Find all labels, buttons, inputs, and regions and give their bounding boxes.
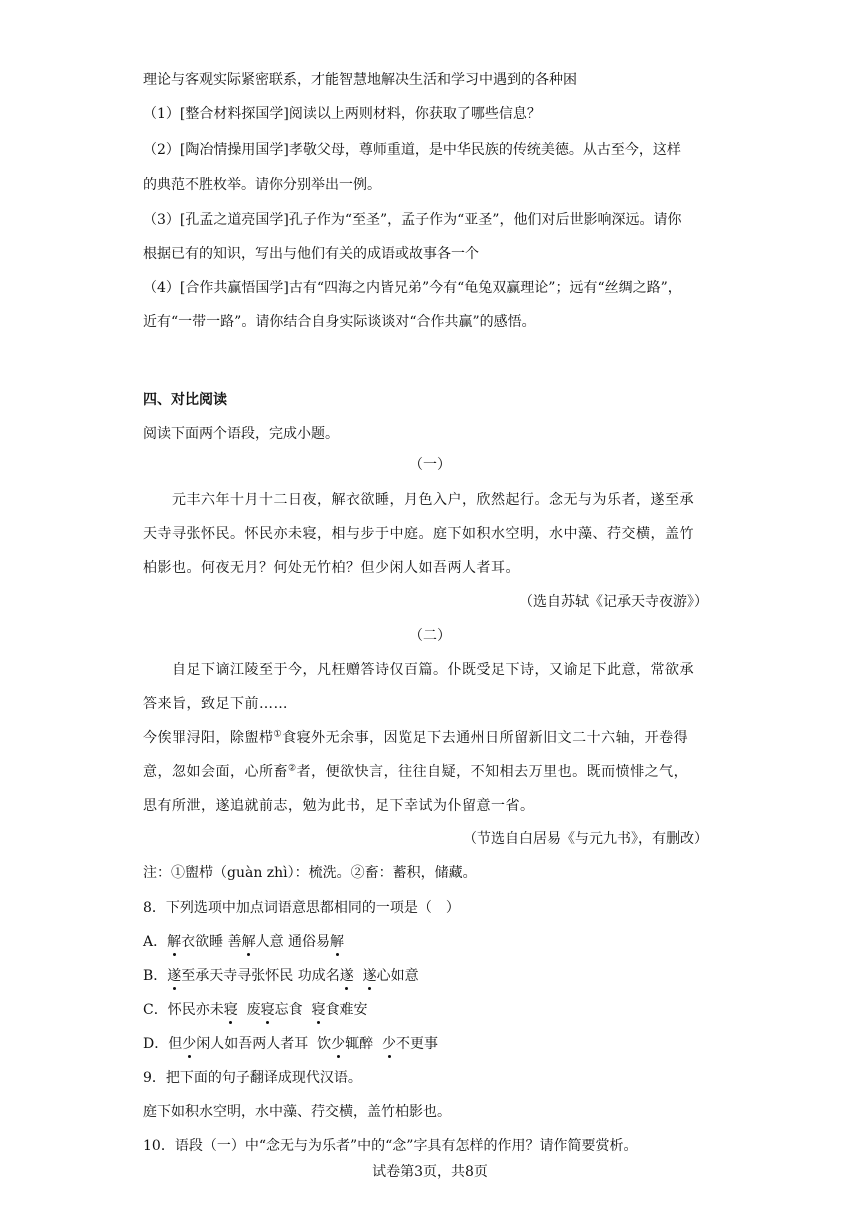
q3-item-4-line1: （4）[合作共赢悟国学]古有“四海之内皆兄弟”今有“龟兔双赢理论”；远有“丝绸之路”，	[143, 280, 682, 296]
option-text	[354, 968, 363, 984]
dotted-word: 解	[167, 934, 182, 950]
passage2-line4-part-a: 意，忽如会面，心所畜	[143, 764, 288, 780]
passage2-line	[143, 762, 688, 782]
dotted-word: 解	[330, 934, 345, 950]
q8-option-a[interactable]	[143, 932, 344, 952]
q3-item-2-line1: （2）[陶冶情操用国学]孝敬父母，尊师重道，是中华民族的传统美德。从古至今，这样	[143, 142, 681, 158]
q3-item-4-line2: 近有“一带一路”。请你结合自身实际谈谈对“合作共赢”的感悟。	[143, 314, 536, 330]
passage2-line	[143, 728, 688, 748]
option-text: 闲人如吾两人者耳 饮	[196, 1036, 332, 1052]
passage1-line: 柏影也。何夜无月？何处无竹柏？但少闲人如吾两人者耳。	[143, 560, 520, 576]
dotted-word: 寝	[260, 1002, 275, 1018]
dotted-word: 少	[382, 1036, 397, 1052]
dotted-word: 寝	[311, 1002, 326, 1018]
q3-item-2-line2: 的典范不胜枚举。请你分别举出一例。	[143, 177, 381, 193]
section-instruction: 阅读下面两个语段，完成小题。	[143, 426, 339, 442]
q3-item-3-line1: （3）[孔孟之道亮国学]孔子作为“至圣”，孟子作为“亚圣”，他们对后世影响深远。请你	[143, 212, 682, 228]
option-text: 不更事	[396, 1036, 439, 1052]
footnote-marker-2: ②	[288, 763, 297, 774]
passage2-heading: （二）	[409, 628, 451, 644]
q10-stem: 10．语段（一）中“念无与为乐者”中的“念”字具有怎样的作用？请作简要赏析。	[143, 1138, 638, 1154]
passage2-source: （节选自白居易《与元九书》，有删改）	[463, 831, 708, 847]
passage1-line: 天寺寻张怀民。怀民亦未寝，相与步于中庭。庭下如积水空明，水中藻、荇交横，盖竹	[143, 526, 694, 542]
q3-item-1: （1）[整合材料探国学]阅读以上两则材料，你获取了哪些信息？	[143, 106, 541, 122]
passage2-line: 答来旨，致足下前……	[143, 696, 288, 712]
option-label: D．但	[143, 1036, 183, 1052]
passage2-line4-part-b: 者，便欲快言，往往自疑，不知相去万里也。既而愤悱之气，	[296, 764, 689, 780]
dotted-word: 少	[182, 1036, 197, 1052]
option-label: C．怀民亦未	[143, 1002, 224, 1018]
q8-option-b[interactable]	[143, 966, 419, 986]
passage2-line: 自足下谪江陵至于今，凡枉赠答诗仅百篇。仆既受足下诗，又谕足下此意，常欲承	[172, 662, 694, 678]
q8-option-c[interactable]	[143, 1000, 368, 1020]
passage2-line3-part-b: 食寝外无余事，因览足下去通州日所留新旧文二十六轴，开卷得	[282, 730, 689, 746]
q8-stem: 8．下列选项中加点词语意思都相同的一项是（ ）	[143, 900, 460, 916]
dotted-word: 遂	[362, 968, 377, 984]
page-footer: 试卷第3页，共8页	[372, 1164, 488, 1180]
option-text: 废	[237, 1002, 261, 1018]
q8-option-d[interactable]	[143, 1034, 438, 1054]
option-text: 忘食	[274, 1002, 312, 1018]
option-text: 衣欲睡 善	[181, 934, 242, 950]
passage1-source: （选自苏轼《记承天寺夜游》）	[519, 594, 708, 610]
dotted-word: 解	[241, 934, 256, 950]
option-label: B．	[143, 968, 168, 984]
option-text: 辄醉	[345, 1036, 383, 1052]
footnotes: 注：①盥栉（guàn zhì）：梳洗。②畜：蓄积，储藏。	[143, 865, 477, 881]
dotted-word: 遂	[167, 968, 182, 984]
q3-item-3-line2: 根据已有的知识，写出与他们有关的成语或故事各一个	[143, 246, 479, 262]
footnote-marker-1: ①	[273, 729, 283, 740]
option-text: 至承天寺寻张怀民 功成名	[181, 968, 340, 984]
intro-tail-text: 理论与客观实际紧密联系，才能智慧地解决生活和学习中遇到的各种困	[143, 72, 577, 88]
q9-sentence: 庭下如积水空明，水中藻、荇交横，盖竹柏影也。	[143, 1104, 451, 1120]
section-title: 四、对比阅读	[143, 392, 227, 408]
passage1-line: 元丰六年十月十二日夜，解衣欲睡，月色入户，欣然起行。念无与为乐者，遂至承	[172, 492, 694, 508]
option-text: 心如意	[376, 968, 419, 984]
passage2-line: 思有所泄，遂追就前志，勉为此书，足下幸试为仆留意一省。	[143, 798, 535, 814]
dotted-word: 寝	[223, 1002, 238, 1018]
q9-stem: 9．把下面的句子翻译成现代汉语。	[143, 1070, 362, 1086]
option-text: 食难安	[325, 1002, 368, 1018]
dotted-word: 少	[331, 1036, 346, 1052]
passage1-heading: （一）	[409, 457, 451, 473]
passage2-line3-part-a: 今俟罪浔阳，除盥栉	[143, 730, 274, 746]
option-text: 人意 通俗易	[255, 934, 331, 950]
option-label: A．	[143, 934, 168, 950]
dotted-word: 遂	[339, 968, 354, 984]
